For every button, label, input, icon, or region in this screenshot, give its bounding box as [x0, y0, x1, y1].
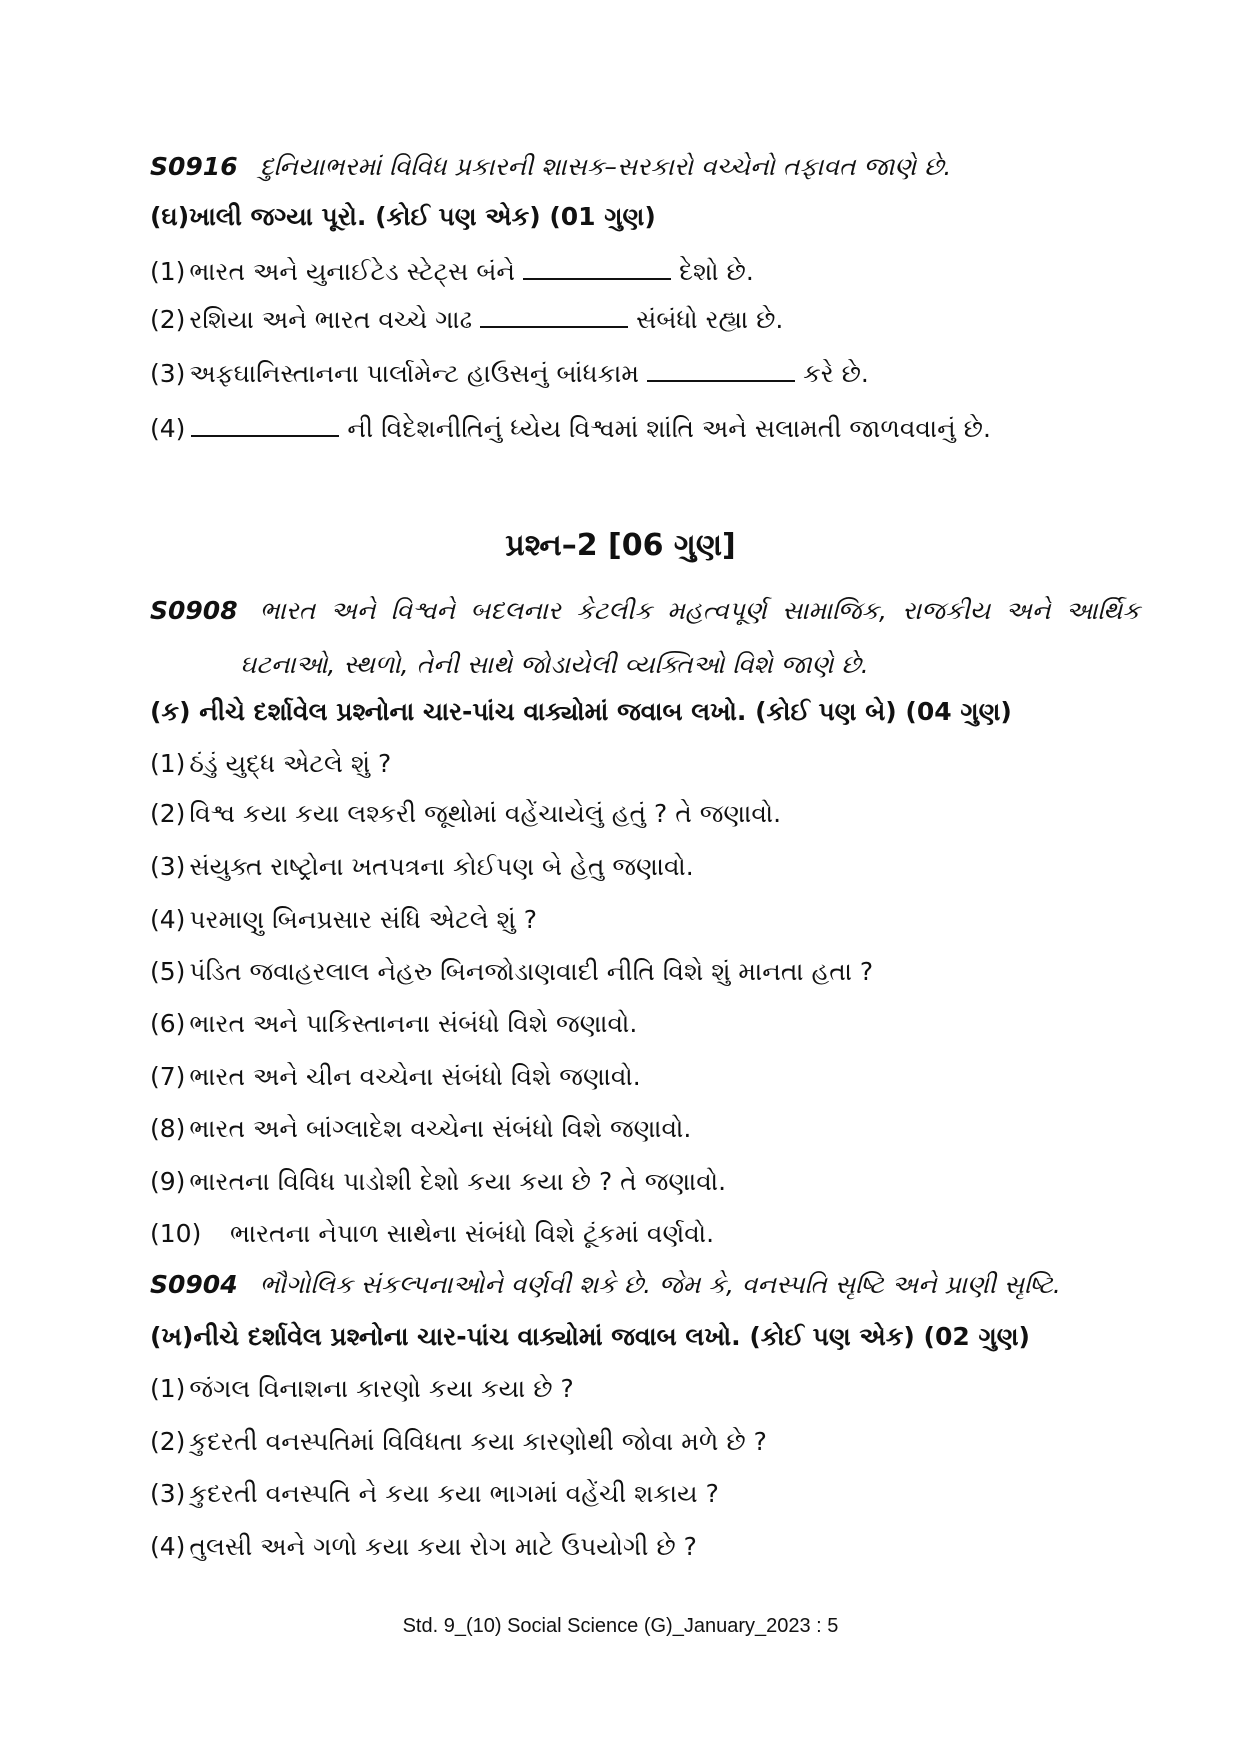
- objective-code: S0916: [150, 152, 238, 181]
- question-number: (4): [150, 905, 186, 934]
- fill-blank-question: [150, 255, 754, 289]
- question-text: ભારત અને યુનાઈટેડ સ્ટેટ્સ બંને: [189, 257, 516, 286]
- fill-blank-question: [150, 303, 783, 337]
- question-number: (1): [150, 1374, 186, 1403]
- question-text-end: ની વિદેશનીતિનું ધ્યેય વિશ્વમાં શાંતિ અને સલામતી જાળવવાનું છે.: [347, 414, 991, 443]
- question-text: પંડિત જવાહરલાલ નેહરુ બિનજોડાણવાદી નીતિ વિશે શું માનતા હતા ?: [189, 957, 874, 986]
- answer-blank: [647, 358, 795, 382]
- question-item: [150, 1217, 714, 1251]
- question-item: [150, 1112, 691, 1146]
- question-number: (2): [150, 305, 186, 334]
- objective-s0908: [150, 584, 1140, 692]
- section-instruction-gha: (ઘ)ખાલી જગ્યા પૂરો. (કોઈ પણ એક) (01 ગુણ): [150, 202, 656, 231]
- question-text: ભારતના વિવિધ પાડોશી દેશો કયા કયા છે ? તે જણાવો.: [189, 1167, 727, 1196]
- question-item: [150, 1425, 767, 1459]
- question-item: [150, 955, 873, 989]
- question-item: [150, 1477, 719, 1511]
- question-item: [150, 1060, 641, 1094]
- answer-blank: [523, 256, 671, 280]
- question-text: ભારત અને ચીન વચ્ચેના સંબંધો વિશે જણાવો.: [189, 1062, 641, 1091]
- answer-blank: [480, 304, 628, 328]
- question-item: [150, 747, 391, 781]
- question-number: (2): [150, 1427, 186, 1456]
- question-text: ભારત અને પાકિસ્તાનના સંબંધો વિશે જણાવો.: [189, 1009, 638, 1038]
- question-item: [150, 1165, 726, 1199]
- objective-text-line1: ભારત અને વિશ્વને બદલનાર કેટલીક મહત્વપૂર્ણ સામાજિક, રાજકીય અને આર્થિક: [259, 596, 1140, 625]
- question-item: [150, 1372, 574, 1406]
- question-item: [150, 850, 694, 884]
- question-text: પરમાણુ બિનપ્રસાર સંધિ એટલે શું ?: [189, 905, 538, 934]
- question-number: (3): [150, 1479, 186, 1508]
- fill-blank-question: [150, 412, 991, 446]
- question-number: (5): [150, 957, 186, 986]
- question-number: (4): [150, 1532, 186, 1561]
- question-text: ભારત અને બાંગ્લાદેશ વચ્ચેના સંબંધો વિશે જણાવો.: [189, 1114, 692, 1143]
- question-item: [150, 1007, 637, 1041]
- question-text: જંગલ વિનાશના કારણો કયા કયા છે ?: [189, 1374, 574, 1403]
- question-text: રશિયા અને ભારત વચ્ચે ગાઢ: [189, 305, 473, 334]
- question-text: કુદરતી વનસ્પતિ ને કયા કયા ભાગમાં વહેંચી શકાય ?: [189, 1479, 719, 1508]
- question-number: (1): [150, 257, 186, 286]
- question-number: (1): [150, 749, 186, 778]
- question-number: (7): [150, 1062, 186, 1091]
- objective-s0916: [150, 150, 951, 184]
- objective-text: ભૌગોલિક સંકલ્પનાઓને વર્ણવી શકે છે. જેમ કે, વનસ્પતિ સૃષ્ટિ અને પ્રાણી સૃષ્ટિ.: [259, 1270, 1061, 1299]
- question-number: (8): [150, 1114, 186, 1143]
- objective-s0904: [150, 1268, 1061, 1302]
- objective-text: દુનિયાભરમાં વિવિધ પ્રકારની શાસક–સરકારો વચ્ચેનો તફાવત જાણે છે.: [259, 152, 952, 181]
- question-item: [150, 1530, 697, 1564]
- question-number: (4): [150, 414, 186, 443]
- objective-code: S0904: [150, 1270, 238, 1299]
- question-text: અફઘાનિસ્તાનના પાર્લામેન્ટ હાઉસનું બાંધકામ: [189, 359, 640, 388]
- question-text-end: સંબંધો રહ્યા છે.: [636, 305, 784, 334]
- section-instruction-kha: (ખ)નીચે દર્શાવેલ પ્રશ્નોના ચાર-પાંચ વાક્યોમાં જવાબ લખો. (કોઈ પણ એક) (02 ગુણ): [150, 1322, 1030, 1351]
- question-number: (6): [150, 1009, 186, 1038]
- section-instruction-ka: (ક) નીચે દર્શાવેલ પ્રશ્નોના ચાર-પાંચ વાક્યોમાં જવાબ લખો. (કોઈ પણ બે) (04 ગુણ): [150, 697, 1012, 726]
- objective-code: S0908: [150, 596, 238, 625]
- question-item: [150, 903, 537, 937]
- question-text: ભારતના નેપાળ સાથેના સંબંધો વિશે ટૂંકમાં વર્ણવો.: [230, 1219, 715, 1248]
- question-item: [150, 797, 781, 831]
- question-text: તુલસી અને ગળો કયા કયા રોગ માટે ઉપયોગી છે ?: [189, 1532, 697, 1561]
- question-text-end: દેશો છે.: [679, 257, 754, 286]
- question-text: સંયુક્ત રાષ્ટ્રોના ખતપત્રના કોઈપણ બે હેતુ જણાવો.: [189, 852, 694, 881]
- objective-text-line2: ઘટનાઓ, સ્થળો, તેની સાથે જોડાયેલી વ્યક્તિઓ વિશે જાણે છે.: [240, 650, 869, 679]
- question-number: (3): [150, 359, 186, 388]
- page-footer: Std. 9_(10) Social Science (G)_January_2023 : 5: [402, 1615, 839, 1637]
- question-text: ઠંડું યુદ્ધ એટલે શું ?: [189, 749, 392, 778]
- question-text-end: કરે છે.: [803, 359, 869, 388]
- question-text: કુદરતી વનસ્પતિમાં વિવિધતા કયા કારણોથી જોવા મળે છે ?: [189, 1427, 767, 1456]
- answer-blank: [191, 413, 339, 437]
- question-number: (9): [150, 1167, 186, 1196]
- fill-blank-question: [150, 357, 869, 391]
- question-heading: પ્રશ્ન–2 [06 ગુણ]: [505, 528, 736, 563]
- question-number: (10): [150, 1219, 202, 1248]
- question-text: વિશ્વ કયા કયા લશ્કરી જૂથોમાં વહેંચાયેલું હતું ? તે જણાવો.: [189, 799, 782, 828]
- question-number: (3): [150, 852, 186, 881]
- question-number: (2): [150, 799, 186, 828]
